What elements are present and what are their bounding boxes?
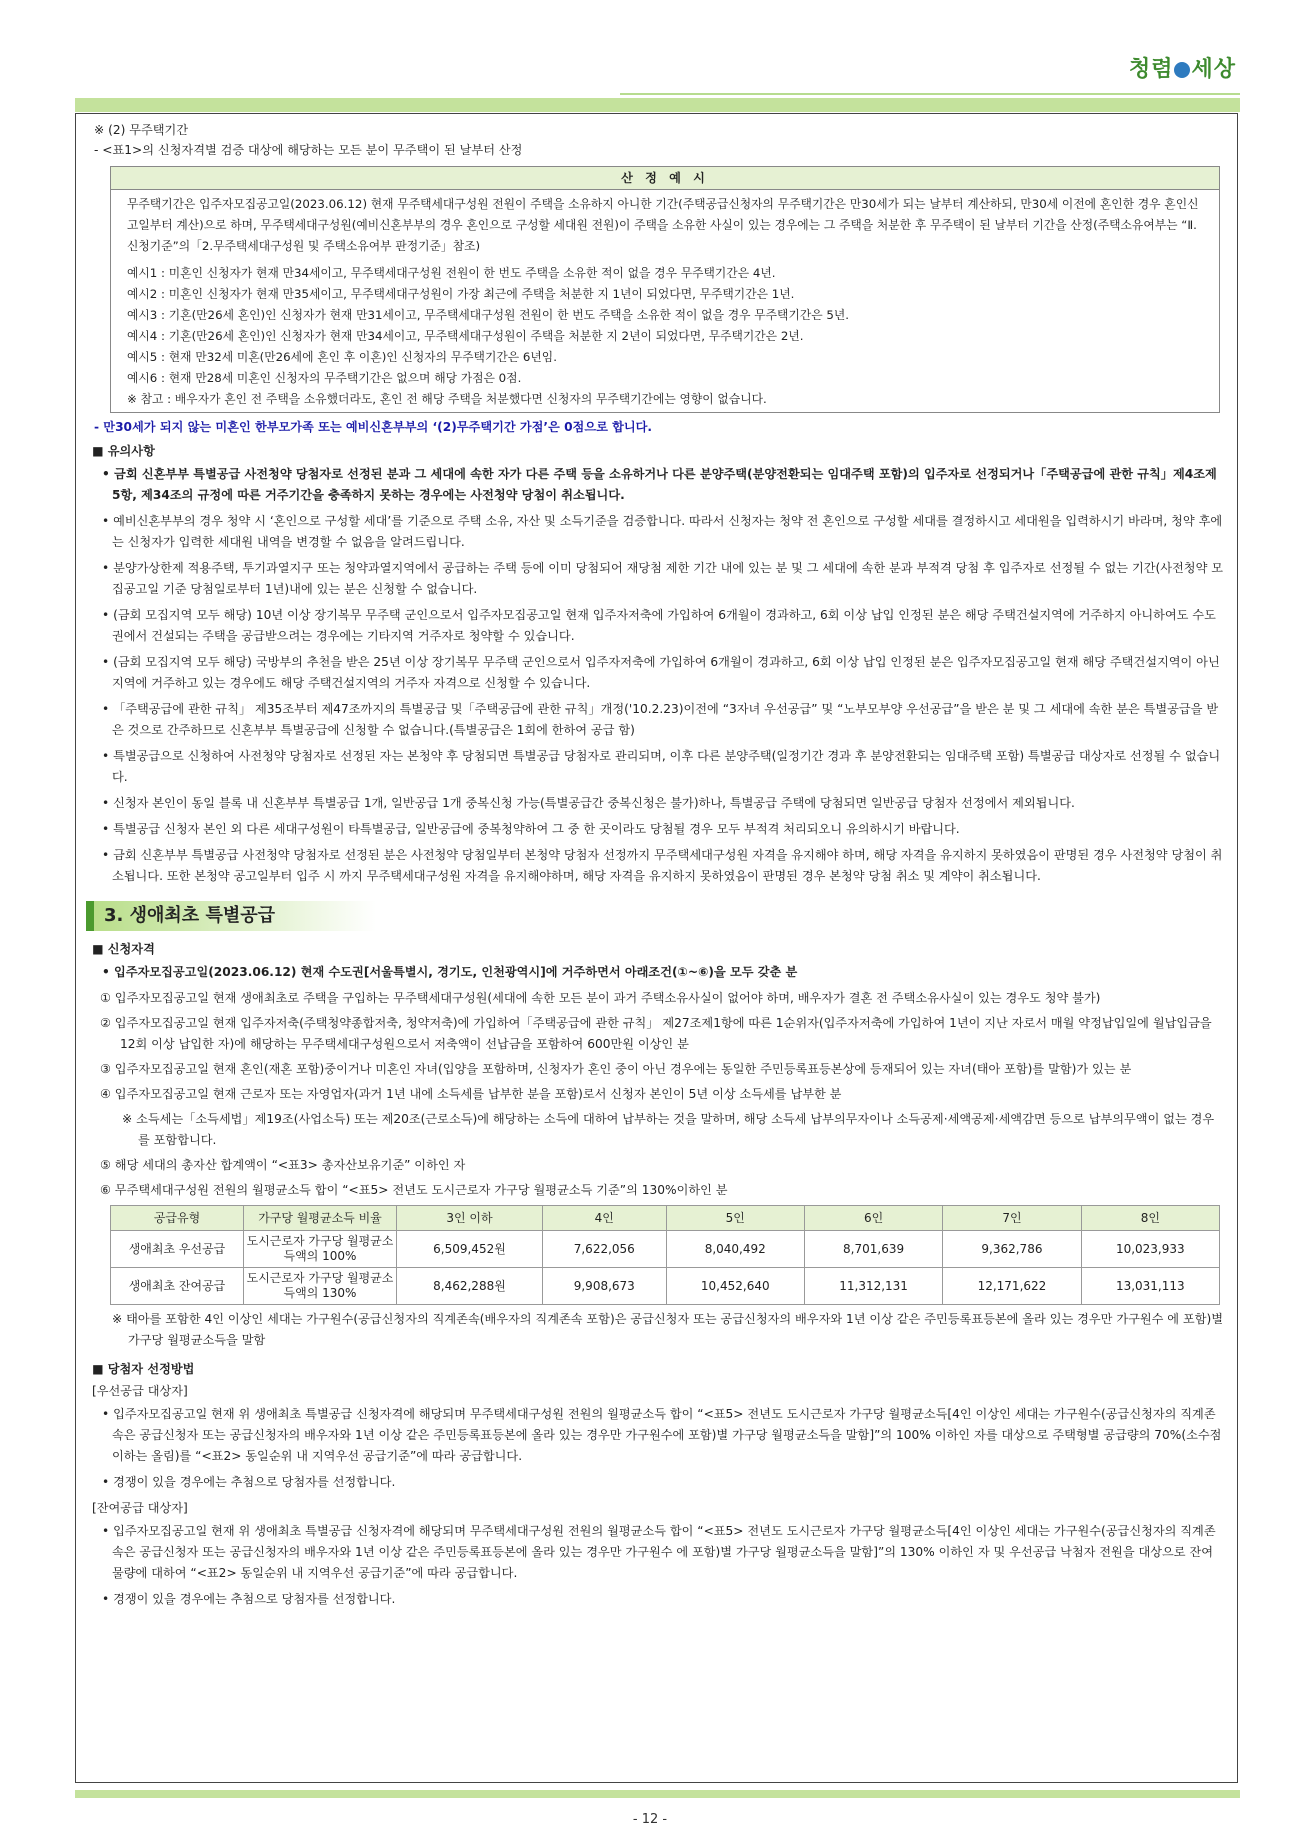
table-cell: 8,701,639 <box>804 1231 942 1268</box>
section-heading: 3. 생애최초 특별공급 <box>86 901 376 931</box>
priority-item: • 입주자모집공고일 현재 위 생애최초 특별공급 신청자격에 해당되며 무주택세대구성원 전원의 월평균소득 합이 “<표5> 전년도 도시근로자 가구당 월평균소득[4인 이상인 세대는 가구원수(공급신청자의 직계존속은 공급신청자 또는 공급신청자의 배우자와 1년 이상 같은 주민등록표등본에 올라 있는 경우만 가구원수에 포함)별 가구당 월평균소득을 말함]”의 100% 이하인 자를 대상으로 주택형별 공급량의 70%(소수점이하는 올림)를 “<표2> 동일순위 내 지역우선 공급기준”에 따라 공급합니다. <box>92 1404 1224 1467</box>
remain-title: [잔여공급 대상자] <box>92 1501 188 1515</box>
note-item: • (금회 모집지역 모두 해당) 10년 이상 장기복무 무주택 군인으로서 입주자모집공고일 현재 입주자저축에 가입하여 6개월이 경과하고, 6회 이상 납입 인정된 분은 해당 주택건설지역에 거주하지 아니하여도 수도권에서 건설되는 주택을 공급받으려는 경우에는 기타지역 거주자로 청약할 수 있습니다. <box>92 605 1224 647</box>
table-header: 3인 이하 <box>397 1206 543 1231</box>
logo-emblem-icon <box>1174 62 1190 78</box>
example-item: 예시5 : 현재 만32세 미혼(만26세에 혼인 후 이혼)인 신청자의 무주택기간은 6년임. <box>127 350 557 364</box>
note-item: • 금회 신혼부부 특별공급 사전청약 당첨자로 선정된 분과 그 세대에 속한 자가 다른 주택 등을 소유하거나 다른 분양주택(분양전환되는 임대주택 포함)의 입주자로 선정되거나「주택공급에 관한 규칙」제4조제5항, 제34조의 규정에 따른 거주기간을 충족하지 못하는 경우에는 사전청약 당첨이 취소됩니다. <box>92 464 1224 506</box>
table-cell: 10,023,933 <box>1081 1231 1219 1268</box>
note-item: • 특별공급 신청자 본인 외 다른 세대구성원이 타특별공급, 일반공급에 중복청약하여 그 중 한 곳이라도 당첨될 경우 모두 부적격 처리되오니 유의하시기 바랍니다. <box>92 819 1224 840</box>
table-header: 5인 <box>666 1206 804 1231</box>
example-note: ※ 참고 : 배우자가 혼인 전 주택을 소유했더라도, 혼인 전 해당 주택을 처분했다면 신청자의 무주택기간에는 영향이 없습니다. <box>127 392 767 406</box>
top-band <box>75 98 1240 112</box>
table-cell: 생애최초 잔여공급 <box>111 1268 244 1305</box>
table-cell: 도시근로자 가구당 월평균소득액의 130% <box>244 1268 397 1305</box>
income-table <box>110 1205 1220 1305</box>
condition-item: ⑥ 무주택세대구성원 전원의 월평균소득 합이 “<표5> 전년도 도시근로자 가구당 월평균소득 기준”의 130%이하인 분 <box>100 1183 728 1197</box>
calc-box-title: 산 정 예 시 <box>111 167 1219 190</box>
nohouse-line: - <표1>의 신청자격별 검증 대상에 해당하는 모든 분이 무주택이 된 날부터 산정 <box>94 143 523 157</box>
table-cell: 8,040,492 <box>666 1231 804 1268</box>
note-item: • 「주택공급에 관한 규칙」 제35조부터 제47조까지의 특별공급 및「주택공급에 관한 규칙」개정('10.2.23)이전에 “3자녀 우선공급” 및 “노부모부양 우선공급”을 받은 분 및 그 세대에 속한 분은 특별공급을 받은 것으로 간주하므로 신혼부부 특별공급에 신청할 수 없습니다.(특별공급은 1회에 한하여 공급 함) <box>92 699 1224 741</box>
table-cell: 9,908,673 <box>542 1268 666 1305</box>
calc-example-box <box>110 166 1220 413</box>
example-item: 예시3 : 기혼(만26세 혼인)인 신청자가 현재 만31세이고, 무주택세대구성원 전원이 한 번도 주택을 소유한 적이 없을 경우 무주택기간은 5년. <box>127 308 850 322</box>
calc-para: 무주택기간은 입주자모집공고일(2023.06.12) 현재 무주택세대구성원 전원이 주택을 소유하지 아니한 기간(주택공급신청자의 무주택기간은 만30세가 되는 날부터 계산하되, 만30세 이전에 혼인한 경우 혼인신고일부터 계산)으로 하며, 무주택세대구성원(예비신혼부부의 경우 혼인으로 구성할 세대원 전원)이 주택을 소유한 사실이 있는 경우에는 그 주택을 처분한 후 무주택이 된 날부터 기간을 산정(주택소유여부는 “Ⅱ. 신청기준”의「2.무주택세대구성원 및 주택소유여부 판정기준」참조) <box>127 197 1199 253</box>
table-header: 6인 <box>804 1206 942 1231</box>
table-header: 8인 <box>1081 1206 1219 1231</box>
table-cell: 11,312,131 <box>804 1268 942 1305</box>
table-row <box>111 1268 1220 1305</box>
example-item: 예시4 : 기혼(만26세 혼인)인 신청자가 현재 만34세이고, 무주택세대구성원이 주택을 처분한 지 2년이 되었다면, 무주택기간은 2년. <box>127 329 804 343</box>
qual-title: ■ 신청자격 <box>92 939 1224 959</box>
header-divider <box>620 93 1240 95</box>
note-item: • 금회 신혼부부 특별공급 사전청약 당첨자로 선정된 분은 사전청약 당첨일부터 본청약 당첨자 선정까지 무주택세대구성원 자격을 유지해야 하며, 해당 자격을 유지하지 못하였음이 판명된 경우 사전청약 당첨이 취소됩니다. 또한 본청약 공고일부터 입주 시 까지 무주택세대구성원 자격을 유지해야하며, 해당 자격을 유지하지 못하였음이 판명된 경우 본청약 당첨 취소 및 계약이 취소됩니다. <box>92 845 1224 887</box>
logo: 청렴 세상 <box>1128 57 1236 82</box>
table-cell: 7,622,056 <box>542 1231 666 1268</box>
example-item: 예시2 : 미혼인 신청자가 현재 만35세이고, 무주택세대구성원이 가장 최근에 주택을 처분한 지 1년이 되었다면, 무주택기간은 1년. <box>127 287 795 301</box>
page-number: - 12 - <box>632 1812 668 1827</box>
note-item: • 특별공급으로 신청하여 사전청약 당첨자로 선정된 자는 본청약 후 당첨되면 특별공급 당첨자로 관리되며, 이후 다른 분양주택(일정기간 경과 후 분양전환되는 임대주택 포함) 특별공급 대상자로 선정될 수 없습니다. <box>92 746 1224 788</box>
table-note: ※ 태아를 포함한 4인 이상인 세대는 가구원수(공급신청자의 직계존속(배우자의 직계존속 포함)은 공급신청자 또는 공급신청자의 배우자와 1년 이상 같은 주민등록표등본에 올라 있는 경우만 가구원수 에 포함)별 가구당 월평균소득을 말함 <box>112 1312 1224 1347</box>
condition-item: ② 입주자모집공고일 현재 입주자저축(주택청약종합저축, 청약저축)에 가입하여「주택공급에 관한 규칙」 제27조제1항에 따른 1순위자(입주자저축에 가입하여 1년이 지난 자로서 매월 약정납입일에 월납입금을 12회 이상 납입한 자)에 해당하는 무주택세대구성원으로서 저축액이 선납금을 포함하여 600만원 이상인 분 <box>100 1016 1212 1051</box>
table-cell: 생애최초 우선공급 <box>111 1231 244 1268</box>
blue-note: - 만30세가 되지 않는 미혼인 한부모가족 또는 예비신혼부부의 ‘(2)무주택기간 가점’은 0점으로 합니다. <box>94 420 653 434</box>
page-content <box>92 120 1224 1615</box>
priority-item: • 경쟁이 있을 경우에는 추첨으로 당첨자를 선정합니다. <box>92 1472 1224 1493</box>
table-cell: 13,031,113 <box>1081 1268 1219 1305</box>
remain-item: • 경쟁이 있을 경우에는 추첨으로 당첨자를 선정합니다. <box>92 1589 1224 1610</box>
condition-item: ④ 입주자모집공고일 현재 근로자 또는 자영업자(과거 1년 내에 소득세를 납부한 분을 포함)로서 신청자 본인이 5년 이상 소득세를 납부한 분 <box>100 1087 842 1101</box>
table-cell: 10,452,640 <box>666 1268 804 1305</box>
remain-item: • 입주자모집공고일 현재 위 생애최초 특별공급 신청자격에 해당되며 무주택세대구성원 전원의 월평균소득 합이 “<표5> 전년도 도시근로자 가구당 월평균소득[4인 이상인 세대는 가구원수(공급신청자의 직계존속은 공급신청자 또는 공급신청자의 배우자와 1년 이상 같은 주민등록표등본에 올라 있는 경우만 가구원수 에 포함)별 가구당 월평균소득을 말함]”의 130% 이하인 자 및 우선공급 낙첨자 전원을 대상으로 잔여물량에 대하여 “<표2> 동일순위 내 지역우선 공급기준”에 따라 공급합니다. <box>92 1521 1224 1584</box>
table-cell: 도시근로자 가구당 월평균소득액의 100% <box>244 1231 397 1268</box>
notes-title: ■ 유의사항 <box>92 441 1224 461</box>
condition-item: ③ 입주자모집공고일 현재 혼인(재혼 포함)중이거나 미혼인 자녀(입양을 포함하며, 신청자가 혼인 중이 아닌 경우에는 동일한 주민등록표등본상에 등재되어 있는 자녀(태아 포함)를 말함)가 있는 분 <box>100 1062 1132 1076</box>
bottom-band <box>75 1790 1240 1798</box>
note-item: • (금회 모집지역 모두 해당) 국방부의 추천을 받은 25년 이상 장기복무 무주택 군인으로서 입주자저축에 가입하여 6개월이 경과하고, 6회 이상 납입 인정된 분은 입주자모집공고일 현재 해당 주택건설지역이 아닌 지역에 거주하고 있는 경우에도 해당 주택건설지역의 거주자 자격으로 신청할 수 있습니다. <box>92 652 1224 694</box>
condition-item: ⑤ 해당 세대의 총자산 합계액이 “<표3> 총자산보유기준” 이하인 자 <box>100 1158 466 1172</box>
table-header: 7인 <box>943 1206 1081 1231</box>
note-item: • 신청자 본인이 동일 블록 내 신혼부부 특별공급 1개, 일반공급 1개 중복신청 가능(특별공급간 중복신청은 불가)하나, 특별공급 주택에 당첨되면 일반공급 당첨자 선정에서 제외됩니다. <box>92 793 1224 814</box>
example-item: 예시6 : 현재 만28세 미혼인 신청자의 무주택기간은 없으며 해당 가점은 0점. <box>127 371 522 385</box>
table-row <box>111 1231 1220 1268</box>
table-cell: 8,462,288원 <box>397 1268 543 1305</box>
note-item: • 예비신혼부부의 경우 청약 시 ‘혼인으로 구성할 세대’를 기준으로 주택 소유, 자산 및 소득기준을 검증합니다. 따라서 신청자는 청약 전 혼인으로 구성할 세대를 결정하시고 세대원을 입력하시기 바라며, 청약 후에는 신청자가 입력한 세대원 내역을 변경할 수 없음을 알려드립니다. <box>92 511 1224 553</box>
table-header: 가구당 월평균소득 비율 <box>244 1206 397 1231</box>
condition-note: ※ 소득세는「소득세법」제19조(사업소득) 또는 제20조(근로소득)에 해당하는 소득에 대하여 납부하는 것을 말하며, 해당 소득세 납부의무자이나 소득공제·세액공제·세액감면 등으로 납부의무액이 없는 경우를 포함합니다. <box>122 1112 1215 1147</box>
example-item: 예시1 : 미혼인 신청자가 현재 만34세이고, 무주택세대구성원 전원이 한 번도 주택을 소유한 적이 없을 경우 무주택기간은 4년. <box>127 266 776 280</box>
table-header: 공급유형 <box>111 1206 244 1231</box>
priority-title: [우선공급 대상자] <box>92 1384 188 1398</box>
nohouse-title: ※ (2) 무주택기간 <box>94 123 189 137</box>
table-cell: 12,171,622 <box>943 1268 1081 1305</box>
select-title: ■ 당첨자 선정방법 <box>92 1359 1224 1379</box>
table-cell: 6,509,452원 <box>397 1231 543 1268</box>
note-item: • 분양가상한제 적용주택, 투기과열지구 또는 청약과열지역에서 공급하는 주택 등에 이미 당첨되어 재당첨 제한 기간 내에 있는 분 및 그 세대에 속한 분과 부적격 당첨 후 입주자로 선정될 수 없는 기간(사전청약 모집공고일 기준 당첨일로부터 1년)내에 있는 분은 신청할 수 없습니다. <box>92 558 1224 600</box>
table-header: 4인 <box>542 1206 666 1231</box>
condition-item: ① 입주자모집공고일 현재 생애최초로 주택을 구입하는 무주택세대구성원(세대에 속한 모든 분이 과거 주택소유사실이 없어야 하며, 배우자가 결혼 전 주택소유사실이 있는 경우도 청약 불가) <box>100 991 1101 1005</box>
qual-lead: • 입주자모집공고일(2023.06.12) 현재 수도권[서울특별시, 경기도, 인천광역시]에 거주하면서 아래조건(①~⑥)을 모두 갖춘 분 <box>92 962 1224 983</box>
table-cell: 9,362,786 <box>943 1231 1081 1268</box>
